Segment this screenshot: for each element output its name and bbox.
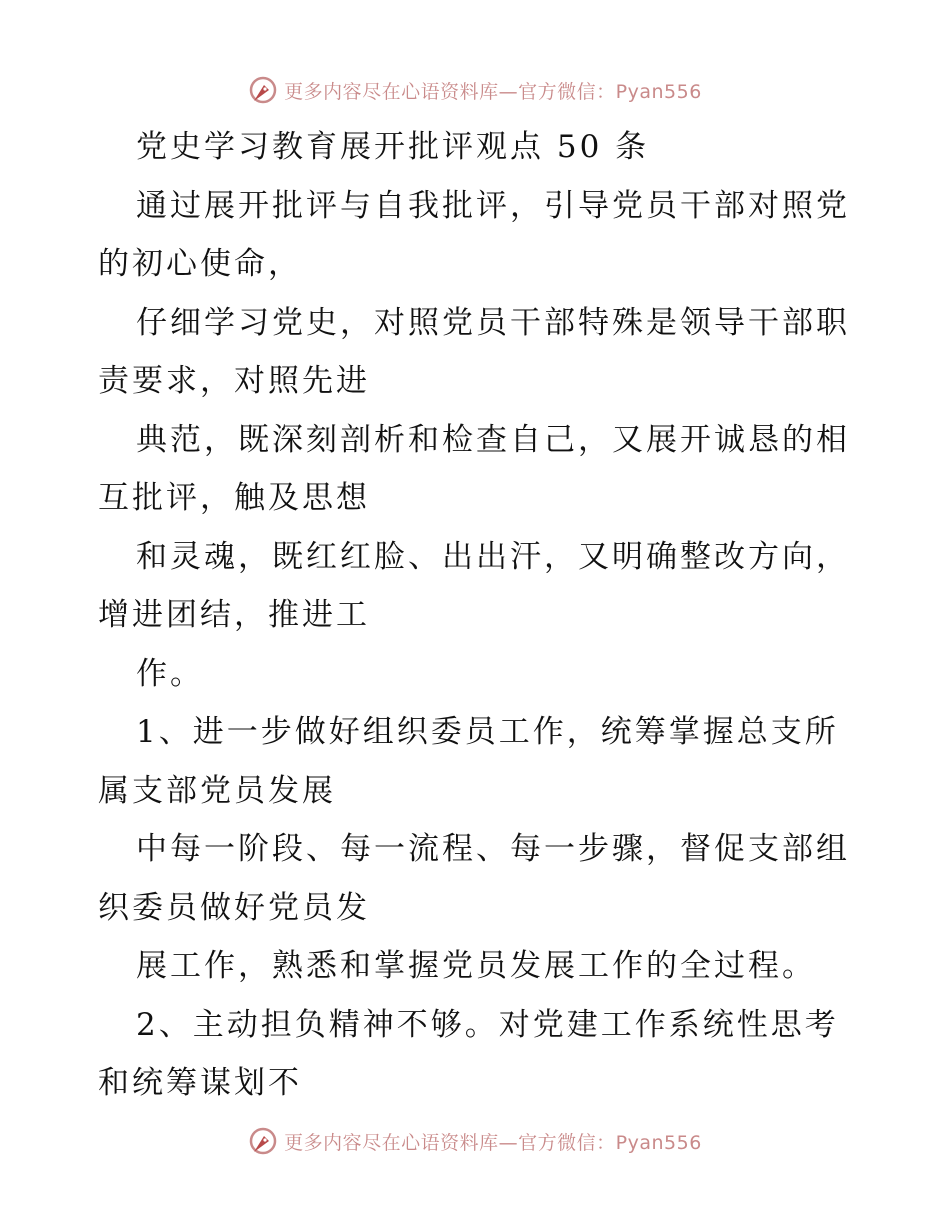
pen-nib-circle-icon — [248, 1126, 278, 1156]
paragraph-line: 和灵魂，既红红脸、出出汗，又明确整改方向， — [136, 538, 850, 575]
watermark-text: 更多内容尽在心语资料库—官方微信：Pyan556 — [284, 80, 702, 103]
pen-nib-circle-icon — [248, 75, 278, 105]
list-item-1-line: 织委员做好党员发 — [98, 889, 370, 926]
paragraph-line: 作。 — [136, 655, 204, 692]
paragraph-line: 通过展开批评与自我批评，引导党员干部对照党 — [136, 187, 850, 224]
list-item-1-line: 展工作，熟悉和掌握党员发展工作的全过程。 — [136, 948, 816, 984]
paragraph-line: 增进团结，推进工 — [98, 597, 370, 633]
watermark-group — [248, 1126, 702, 1156]
document-title: 党史学习教育展开批评观点 50 条 — [136, 129, 650, 165]
watermark-text: 更多内容尽在心语资料库—官方微信：Pyan556 — [284, 1131, 702, 1154]
list-item-1-line: 1、进一步做好组织委员工作，统筹掌握总支所 — [136, 714, 839, 750]
paragraph-line: 仔细学习党史，对照党员干部特殊是领导干部职 — [136, 304, 850, 341]
list-item-1-line: 属支部党员发展 — [98, 772, 336, 809]
document-body — [98, 118, 858, 1113]
paragraph-line: 典范，既深刻剖析和检查自己，又展开诚恳的相 — [136, 421, 850, 458]
list-item-2-line: 和统筹谋划不 — [98, 1065, 302, 1101]
paragraph-line: 互批评，触及思想 — [98, 480, 370, 516]
paragraph-line: 的初心使命， — [98, 246, 302, 282]
watermark-group — [248, 75, 702, 105]
footer-watermark — [0, 1121, 950, 1161]
header-watermark — [0, 70, 950, 110]
list-item-2-line: 2、主动担负精神不够。对党建工作系统性思考 — [136, 1006, 839, 1043]
paragraph-line: 责要求，对照先进 — [98, 363, 370, 399]
list-item-1-line: 中每一阶段、每一流程、每一步骤，督促支部组 — [136, 831, 850, 867]
